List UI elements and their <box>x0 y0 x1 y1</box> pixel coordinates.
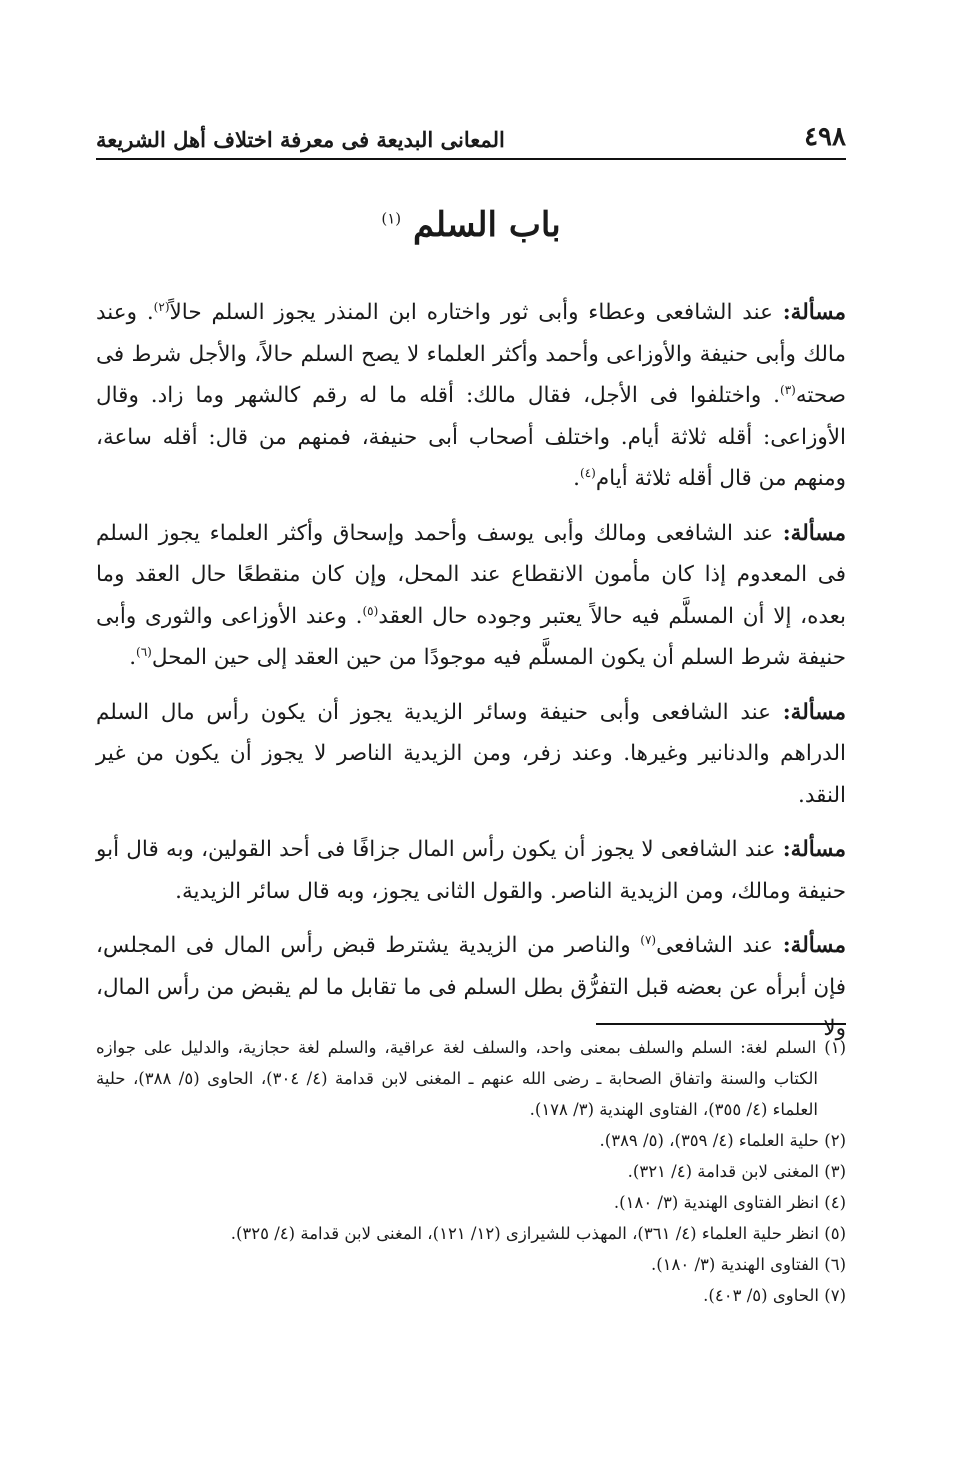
footnote-ref: (٢) <box>153 299 170 314</box>
footnote: (٥) انظر حلية العلماء (٤/ ٣٦١)، المهذب للشيرازى (١٢/ ١٢١)، المغنى لابن قدامة (٤/ ٣٢٥). <box>230 1224 846 1243</box>
page-header <box>96 112 846 160</box>
footnote: (٦) الفتاوى الهندية (٣/ ١٨٠). <box>650 1255 846 1274</box>
paragraph-text: عند الشافعى <box>656 933 783 958</box>
chapter-title-text: باب السلم <box>412 205 561 245</box>
footnote: (٣) المغنى لابن قدامة (٤/ ٣٢١). <box>627 1162 846 1181</box>
paragraph-text: والناصر من الزيدية يشترط قبض رأس المال فى المجلس، فإن أبرأه عن بعضه قبل التفرُّق بطل السلم فى ما تقابل ما لم يقبض من رأس المال، ولا <box>96 933 846 1041</box>
footnote: (٧) الحاوى (٥/ ٤٠٣). <box>703 1286 846 1305</box>
page-number: ٤٩٨ <box>804 122 846 152</box>
paragraph <box>96 292 846 500</box>
footnote-divider <box>596 1023 846 1025</box>
body-text <box>96 292 846 1050</box>
paragraph-text: عند الشافعى وأبى حنيفة وسائر الزيدية يجوز أن يكون رأس مال السلم الدراهم والدنانير وغيرها. وعند زفر، ومن الزيدية الناصر لا يجوز أن يكون من غير النقد. <box>96 699 846 808</box>
chapter-note-ref: (١) <box>381 209 402 228</box>
paragraph-lead: مسألة: <box>782 300 847 325</box>
paragraph-text: عند الشافعى لا يجوز أن يكون رأس المال جزافًا فى أحد القولين، وبه قال أبو حنيفة ومالك، ومن الزيدية الناصر. والقول الثانى يجوز، وبه قال سائر الزيدية. <box>96 837 846 904</box>
running-title: المعانى البديعة فى معرفة اختلاف أهل الشريعة <box>96 127 505 152</box>
footnote: (١) السلم لغة: السلم والسلف بمعنى واحد، والسلف لغة عراقية، والسلم لغة حجازية، والدليل على جوازه الكتاب والسنة واتفاق الصحابة ـ رضى الله عنهم ـ المغنى لابن قدامة (٤/ ٣٠٤)، الحاوى (٥/ ٣٨٨)، حلية العلماء (٤/ ٣٥٥)، الفتاوى الهندية (٣/ ١٧٨). <box>96 1038 846 1119</box>
paragraph-lead: مسألة: <box>782 520 846 546</box>
paragraph-text: . <box>129 645 137 670</box>
footnote-ref: (٣) <box>780 382 796 397</box>
book-page <box>96 0 846 1482</box>
paragraph <box>96 829 846 912</box>
paragraph-lead: مسألة: <box>782 699 846 725</box>
paragraph-text: عند الشافعى وعطاء وأبى ثور واختاره ابن المنذر يجوز السلم حالاً <box>169 300 783 325</box>
footnote: (٤) انظر الفتاوى الهندية (٣/ ١٨٠). <box>613 1193 846 1212</box>
footnote-ref: (٥) <box>362 603 379 618</box>
paragraph <box>96 513 846 679</box>
chapter-title <box>96 205 846 245</box>
footnotes-section <box>96 1032 846 1311</box>
paragraph-text: . <box>573 466 581 491</box>
paragraph-text: . واختلفوا فى الأجل، فقال مالك: أقله ما له رقم كالشهر وما زاد. وقال الأوزاعى: أقله ثلاثة أيام. واختلف أصحاب أبى حنيفة، فمنهم من قال: أقله ساعة، ومنهم من قال أقله ثلاثة أيام <box>96 383 846 491</box>
footnote-ref: (٦) <box>136 644 152 659</box>
paragraph <box>96 692 846 817</box>
paragraph-text: . وعند مالك وأبى حنيفة والأوزاعى وأحمد وأكثر العلماء لا يصح السلم حالاً، والأجل شرط فى صحته <box>96 300 846 408</box>
footnote-ref: (٧) <box>640 932 657 947</box>
footnote-ref: (٤) <box>580 465 596 480</box>
paragraph-text: . وعند الأوزاعى والثورى وأبى حنيفة شرط السلم أن يكون المسلَّم فيه موجودًا من حين العقد إلى حين المحل <box>96 603 846 670</box>
footnote: (٢) حلية العلماء (٤/ ٣٥٩)، (٥/ ٣٨٩). <box>599 1131 846 1150</box>
paragraph <box>96 925 846 1050</box>
paragraph-lead: مسألة: <box>782 837 846 862</box>
paragraph-text: عند الشافعى ومالك وأبى يوسف وأحمد وإسحاق وأكثر العلماء يجوز السلم فى المعدوم إذا كان مأمون الانقطاع عند المحل، وإن كان منقطعًا حال العقد وما بعده، إلا أن المسلَّم فيه حالاً يعتبر وجوده حال العقد <box>96 520 847 629</box>
paragraph-lead: مسألة: <box>782 933 846 958</box>
